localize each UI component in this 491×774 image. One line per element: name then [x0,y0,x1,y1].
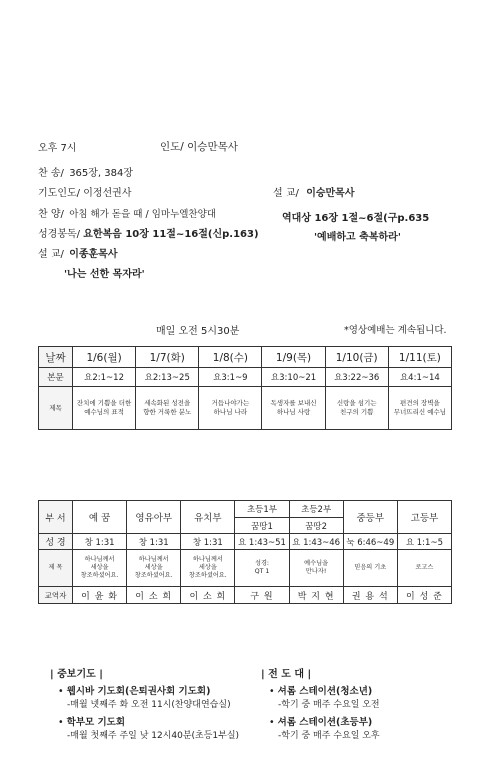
ref-cell: 요4:1~14 [388,368,451,387]
dept-infant: 영유아부 [127,501,181,534]
teacher-cell: 이 소 희 [181,587,235,604]
edu-title-cell [397,550,451,587]
date-cell: 1/11(토) [388,347,451,368]
edu-title-line: QT 1 [254,568,270,575]
title-line: 향한 거룩한 분노 [143,408,192,416]
dept-label: 부 서 [39,501,73,534]
title-line: 거듭나야가는 [211,399,250,407]
edu-title-line: 로고스 [415,564,434,571]
title-line: 독생자를 보내신 [270,399,317,407]
scripture-row [39,534,452,550]
ref-cell: 요3:22~36 [325,368,388,387]
scripture-cell: 요 1:1~5 [397,534,451,550]
teacher-cell: 박 지 현 [289,587,343,604]
edu-title-line: 하나님께서 [84,556,115,563]
bullet-icon: • [58,686,64,697]
title-line: 무너뜨리신 예수님 [393,408,447,416]
edu-title-line: 세상을 [144,564,163,571]
hymn-row [38,164,133,179]
dawn-note: *영상예배는 계속됩니다. [344,325,447,336]
praise-value: 아침 해가 돋을 때 / 임마누엘찬양대 [69,209,216,220]
title-cell [325,387,388,430]
title-line: 세속화된 성전을 [144,399,191,407]
teacher-cell: 이 소 희 [127,587,181,604]
edu-title-cell [343,550,397,587]
teacher-cell: 이 성 준 [397,587,451,604]
title-line: 하나님 나라 [213,408,248,416]
ref-cell: 요3:10~21 [262,368,325,387]
intercession-item-title: 학부모 기도회 [66,717,126,728]
right-sermon-row [273,184,355,199]
title-line: 친구의 기쁨 [339,408,374,416]
prayer-leader: 기도인도/ 이정선권사 [38,188,132,199]
edu-title-line: 창조하셨어요. [80,572,119,579]
evening-leader: 인도/ 이승만목사 [160,141,238,153]
date-cell: 1/10(금) [325,347,388,368]
date-label: 날짜 [39,347,73,368]
dept-middle: 중등부 [343,501,397,534]
date-cell: 1/8(수) [199,347,262,368]
scripture-cell: 눅 6:46~49 [343,534,397,550]
edu-title-line: 창조하셨어요. [188,572,227,579]
title-line: 편견의 장벽을 [400,399,440,407]
reading-row [38,225,259,240]
dawn-text-row [39,368,452,387]
intercession-item [58,714,125,728]
edu-title-line: 믿음의 기초 [354,564,387,571]
title-cell [73,387,136,430]
edu-title-label: 제 목 [39,550,73,587]
scripture-cell: 창 1:31 [73,534,127,550]
right-sermon-title: '예배하고 축복하라' [314,232,401,243]
ref-cell: 요2:1~12 [73,368,136,387]
intercession-item-detail: -매월 넷째주 화 오전 11시(찬양대연습실) [67,700,231,710]
intercession-item-title: 웹시바 기도회(은퇴권사회 기도회) [66,686,211,697]
dept-elem1-sub: 꿈땅1 [235,518,289,534]
dawn-time: 매일 오전 5시30분 [156,326,240,337]
education-table [38,500,452,604]
praise-row [38,205,216,220]
reading-value: 요한복음 10장 11절~16절(신p.163) [83,229,259,240]
evangelism-item [269,683,372,697]
scripture-cell: 요 1:43~46 [289,534,343,550]
evangelism-item-detail: -학기 중 매주 수요일 오후 [278,731,380,741]
title-line: 잔치에 기쁨을 더한 [76,399,132,407]
edu-title-line: 하나님께서 [192,556,223,563]
title-line: 예수님의 표적 [84,408,124,416]
title-cell [388,387,451,430]
edu-title-line: 세상을 [198,564,217,571]
sermon-row [38,245,118,260]
teacher-row [39,587,452,604]
edu-title-row [39,550,452,587]
evangelism-item-title: 셔롬 스테이션(초등부) [277,717,373,728]
bullet-icon: • [269,686,275,697]
scripture-cell: 창 1:31 [181,534,235,550]
evangelism-item [269,714,372,728]
scripture-label: 성 경 [39,534,73,550]
evangelism-heading: | 전 도 대 | [261,669,312,680]
dept-elem1: 초등1부 [235,501,289,518]
date-cell: 1/9(목) [262,347,325,368]
praise-label: 찬 양/ [38,209,64,220]
sermon-title: '나는 선한 목자라' [64,269,145,280]
teacher-label: 교역자 [39,587,73,604]
title-cell [262,387,325,430]
ref-cell: 요3:1~9 [199,368,262,387]
edu-title-line: 성경: [254,560,270,567]
edu-title-line: 세상을 [90,564,109,571]
text-label: 본문 [39,368,73,387]
bullet-icon: • [58,717,64,728]
reading-label: 성경봉독/ [38,229,81,240]
edu-title-line: 하나님께서 [138,556,169,563]
right-sermon-passage: 역대상 16장 1절~6절(구p.635 [282,213,430,224]
hymn-label: 찬 송/ [38,168,64,179]
teacher-cell: 이 윤 화 [73,587,127,604]
intercession-item-detail: -매월 첫째주 주일 낮 12시40분(초등1부실) [67,731,240,741]
edu-title-line: 예수님을 [304,560,329,567]
intercession-item [58,683,210,697]
scripture-cell: 요 1:43~51 [235,534,289,550]
title-label: 제목 [39,387,73,430]
title-cell [199,387,262,430]
dept-elem2: 초등2부 [289,501,343,518]
dept-elem2-sub: 꿈땅2 [289,518,343,534]
sermon-label: 설 교/ [38,249,64,260]
dept-high: 고등부 [397,501,451,534]
edu-title-cell [235,550,289,587]
ref-cell: 요2:13~25 [136,368,199,387]
title-line: 신랑을 섬기는 [336,399,377,407]
dawn-title-row [39,387,452,430]
date-cell: 1/7(화) [136,347,199,368]
scripture-cell: 창 1:31 [127,534,181,550]
edu-title-line: 창조하셨어요. [134,572,173,579]
evening-time: 오후 7시 [38,143,77,154]
teacher-cell: 권 용 석 [343,587,397,604]
dawn-schedule-table [38,346,452,430]
hymn-value: 365장, 384장 [69,168,134,179]
date-cell: 1/6(월) [73,347,136,368]
evangelism-item-detail: -학기 중 매주 수요일 오전 [278,700,380,710]
edu-title-cell [289,550,343,587]
edu-title-line: 만나자! [305,568,327,575]
intercession-heading: | 중보기도 | [50,669,103,680]
edu-title-cell [73,550,127,587]
right-sermon-label: 설 교/ [273,188,299,199]
title-line: 하나님 사랑 [276,408,311,416]
dept-yekkum: 예 꿈 [73,501,127,534]
title-cell [136,387,199,430]
dawn-date-row [39,347,452,368]
dept-header-row [39,501,452,518]
bullet-icon: • [269,717,275,728]
edu-title-cell [127,550,181,587]
sermon-preacher: 이종훈목사 [69,249,118,260]
evangelism-item-title: 셔롬 스테이션(청소년) [277,686,373,697]
teacher-cell: 구 원 [235,587,289,604]
edu-title-cell [181,550,235,587]
right-sermon-preacher: 이승만목사 [306,188,355,199]
dept-kinder: 유치부 [181,501,235,534]
